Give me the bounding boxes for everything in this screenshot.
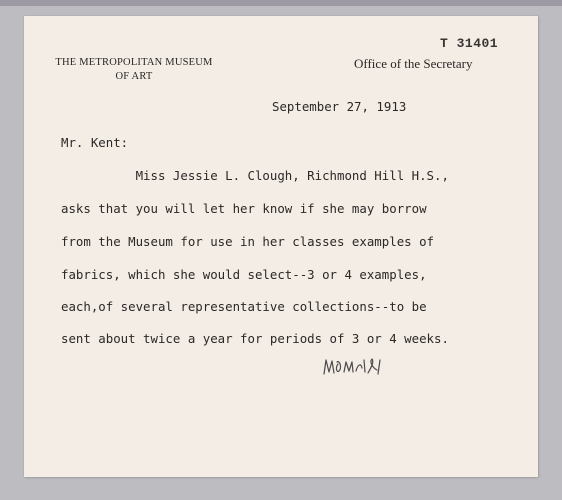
letterhead-line: OF ART [115,71,153,82]
letter-body-line: sent about twice a year for periods of 3 or 4 weeks. [61,331,449,346]
background-strip [0,0,562,6]
letter-body-line: from the Museum for use in her classes examples of [61,234,434,249]
letterhead-institution [52,56,216,84]
letter-body-line: Miss Jessie L. Clough, Richmond Hill H.S., [61,168,449,183]
letter-body-line: each,of several representative collections--to be [61,299,427,314]
letter-date: September 27, 1913 [272,99,407,114]
letter-body-line: fabrics, which she would select--3 or 4 examples, [61,267,427,282]
signature-initials [320,354,394,378]
accession-number: T 31401 [440,36,499,51]
letter-paper [24,16,538,477]
letterhead-office: Office of the Secretary [354,56,473,71]
letter-body-line: asks that you will let her know if she may borrow [61,201,427,216]
letterhead-line: THE METROPOLITAN MUSEUM [55,57,213,68]
letter-salutation: Mr. Kent: [61,135,129,150]
